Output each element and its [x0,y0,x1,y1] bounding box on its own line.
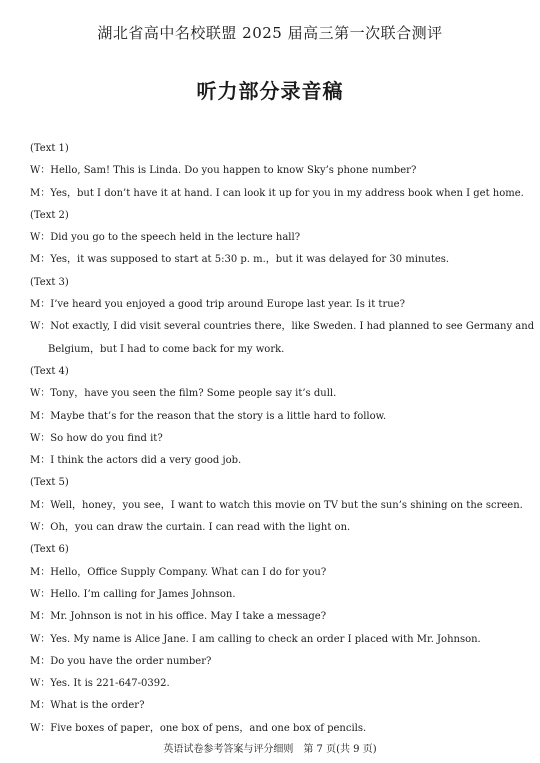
dialogue-line: W：Hello. I’m calling for James Johnson. [30,588,236,600]
text-section-heading: (Text 2) [30,209,69,221]
dialogue-line: W：So how do you find it? [30,432,163,444]
dialogue-line: M：What is the order? [30,700,145,712]
dialogue-line: M：Yes，it was supposed to start at 5:30 p. m.，but it was delayed for 30 minutes. [30,254,450,266]
dialogue-line: Belgium，but I had to come back for my work. [48,343,285,355]
dialogue-line: M：I think the actors did a very good job. [30,455,242,467]
dialogue-line: M：Do you have the order number? [30,655,212,667]
dialogue-line: W：Did you go to the speech held in the lecture hall? [30,232,301,244]
dialogue-line: W：Not exactly, I did visit several countries there，like Sweden. I had planned to see Germany and [30,321,535,333]
text-section-heading: (Text 1) [30,143,69,154]
text-section-heading: (Text 4) [30,365,69,377]
dialogue-line: W：Five boxes of paper，one box of pens，and one box of pencils. [30,722,367,734]
text-section-heading: (Text 3) [30,276,69,288]
dialogue-line: M：Yes，but I don’t have it at hand. I can look it up for you in my address book when I get home. [30,187,524,199]
text-section-heading: (Text 6) [30,544,69,556]
dialogue-line: W：Yes. My name is Alice Jane. I am calling to check an order I placed with Mr. Johnson. [30,633,481,645]
dialogue-line: W：Tony，have you seen the film? Some people say it’s dull. [30,388,337,400]
dialogue-line: M：Hello，Office Supply Company. What can I do for you? [30,566,327,578]
document-title: 听力部分录音稿 [196,79,344,103]
text-section-heading: (Text 5) [30,477,69,489]
dialogue-line: M：I’ve heard you enjoyed a good trip around Europe last year. Is it true? [30,299,405,311]
dialogue-line: M：Maybe that’s for the reason that the story is a little hard to follow. [30,410,387,422]
dialogue-line: W：Oh，you can draw the curtain. I can read with the light on. [30,522,351,534]
dialogue-line: M：Mr. Johnson is not in his office. May I take a message? [30,611,327,623]
transcript-body [30,138,535,740]
dialogue-line: W：Yes. It is 221-647-0392. [30,678,170,690]
dialogue-line: M：Well，honey，you see，I want to watch this movie on TV but the sun’s shining on the screen. [30,499,523,511]
page-footer: 英语试卷参考答案与评分细则 第 7 页(共 9 页) [163,744,377,755]
dialogue-line: W：Hello, Sam! This is Linda. Do you happen to know Sky’s phone number? [30,165,417,177]
exam-header: 湖北省高中名校联盟 2025 届高三第一次联合测评 [97,24,443,42]
